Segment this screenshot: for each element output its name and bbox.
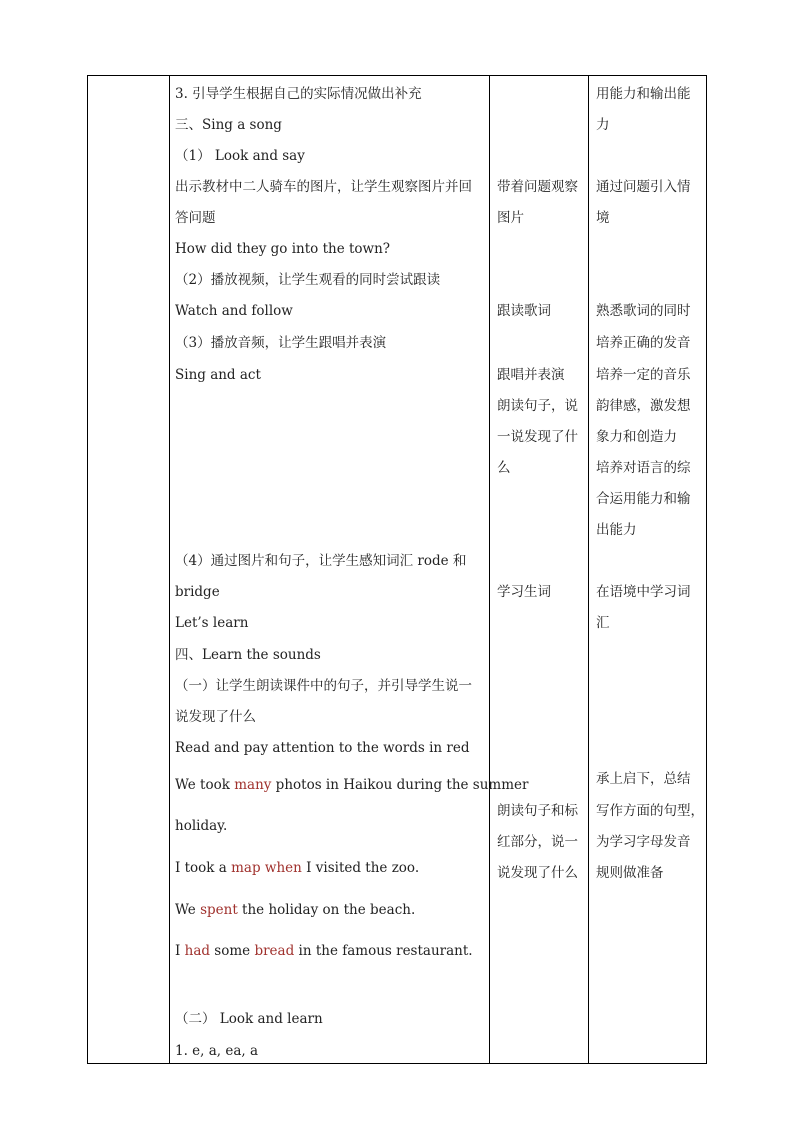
purpose-line: 合运用能力和输 — [596, 491, 691, 507]
activity-line: 3. 引导学生根据自己的实际情况做出补充 — [175, 86, 422, 102]
student-line: 带着问题观察 — [497, 179, 578, 195]
column-divider — [588, 76, 589, 1063]
activity-line: 说发现了什么 — [175, 709, 256, 725]
activity-line: （2）播放视频，让学生观看的同时尝试跟读 — [175, 272, 441, 288]
highlighted-word: spent — [200, 902, 238, 918]
purpose-line: 在语境中学习词 — [596, 584, 691, 600]
student-line: 图片 — [497, 210, 524, 226]
student-line: 红部分，说一 — [497, 834, 578, 850]
purpose-line: 出能力 — [596, 522, 637, 538]
purpose-line: 熟悉歌词的同时 — [596, 303, 691, 319]
purpose-line: 培养正确的发音 — [596, 335, 691, 351]
student-line: 跟读歌词 — [497, 303, 551, 319]
purpose-line: 承上启下，总结 — [596, 771, 691, 787]
highlighted-word: bread — [254, 943, 295, 959]
activity-line: 出示教材中二人骑车的图片，让学生观察图片并回 — [175, 179, 472, 195]
section-heading: 四、Learn the sounds — [175, 647, 321, 663]
purpose-line: 培养一定的音乐 — [596, 367, 691, 383]
example-sentence: We spent the holiday on the beach. — [175, 902, 416, 918]
activity-line: 答问题 — [175, 210, 216, 226]
example-sentence: We took many photos in Haikou during the summer — [175, 777, 529, 793]
purpose-line: 力 — [596, 117, 610, 133]
example-sentence: I took a map when I visited the zoo. — [175, 860, 420, 876]
purpose-line: 写作方面的句型， — [596, 803, 704, 819]
example-sentence: I had some bread in the famous restaurant. — [175, 943, 473, 959]
student-line: 说发现了什么 — [497, 865, 578, 881]
highlighted-word: map when — [231, 860, 302, 876]
student-line: 一说发现了什 — [497, 429, 578, 445]
column-divider — [169, 76, 170, 1063]
activity-line: Watch and follow — [175, 303, 293, 319]
activity-line: Sing and act — [175, 367, 261, 383]
student-activity-column — [497, 76, 587, 1063]
lesson-plan-table — [87, 75, 707, 1064]
student-line: 朗读句子，说 — [497, 398, 578, 414]
activity-line: （4）通过图片和句子，让学生感知词汇 rode 和 — [175, 553, 467, 569]
design-purpose-column — [596, 76, 706, 1063]
purpose-line: 韵律感，激发想 — [596, 398, 691, 414]
activity-line: How did they go into the town? — [175, 241, 391, 257]
purpose-line: 汇 — [596, 615, 610, 631]
highlighted-word: had — [184, 943, 211, 959]
purpose-line: 象力和创造力 — [596, 429, 677, 445]
activity-line: bridge — [175, 584, 220, 600]
activity-line: Read and pay attention to the words in red — [175, 740, 470, 756]
activity-line: （二） Look and learn — [175, 1011, 323, 1027]
student-line: 么 — [497, 460, 511, 476]
activity-line: 1. e, a, ea, a — [175, 1043, 259, 1059]
highlighted-word: many — [234, 777, 272, 793]
activity-line: Let’s learn — [175, 615, 249, 631]
activity-line: （1） Look and say — [175, 148, 305, 164]
student-line: 学习生词 — [497, 584, 551, 600]
purpose-line: 规则做准备 — [596, 865, 664, 881]
purpose-line: 为学习字母发音 — [596, 834, 691, 850]
section-heading: 三、Sing a song — [175, 117, 282, 133]
purpose-line: 境 — [596, 210, 610, 226]
activity-line: （3）播放音频，让学生跟唱并表演 — [175, 335, 387, 351]
example-sentence: holiday. — [175, 818, 228, 834]
column-divider — [489, 76, 490, 1063]
student-line: 朗读句子和标 — [497, 803, 578, 819]
activity-line: （一）让学生朗读课件中的句子，并引导学生说一 — [175, 678, 472, 694]
purpose-line: 通过问题引入情 — [596, 179, 691, 195]
stage-column — [88, 76, 169, 1063]
purpose-line: 用能力和输出能 — [596, 86, 691, 102]
student-line: 跟唱并表演 — [497, 367, 565, 383]
purpose-line: 培养对语言的综 — [596, 460, 691, 476]
